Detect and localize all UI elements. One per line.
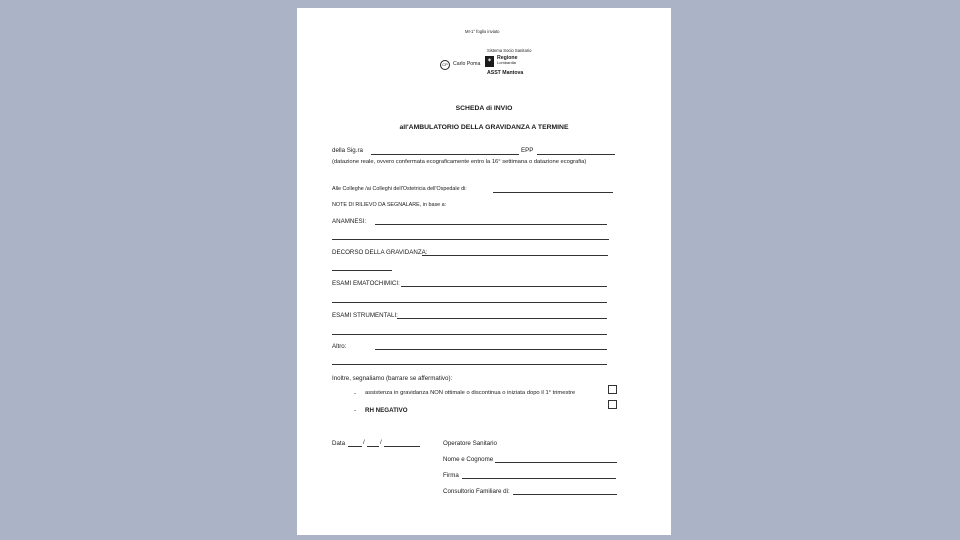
regione-lombardia-logo	[485, 56, 517, 67]
option1-text: assistenza in gravidanza NON ottimale o discontinua o iniziata dopo il 1° trimestre	[365, 390, 576, 396]
patient-name-field[interactable]	[371, 154, 519, 155]
nome-cognome-field[interactable]	[495, 462, 617, 463]
decorso-field-line1[interactable]	[422, 255, 608, 256]
altro-field-line1[interactable]	[375, 349, 607, 350]
form-title: SCHEDA di INVIO	[455, 105, 513, 112]
esami-ematochimici-label: ESAMI EMATOCHIMICI:	[332, 280, 400, 287]
dating-note: (datazione reale, ovvero confermata ecograficamente entro la 16° settimana o datazione ecografia)	[332, 159, 587, 165]
carlo-poma-logo-text: Carlo Poma	[453, 61, 481, 68]
option1-checkbox[interactable]	[608, 385, 617, 394]
form-subtitle: all'AMBULATORIO DELLA GRAVIDANZA A TERMINE	[399, 124, 569, 131]
document-page	[297, 8, 671, 535]
option2-bullet: -	[354, 407, 357, 414]
anamnesi-field-line1[interactable]	[375, 224, 607, 225]
date-month-field[interactable]	[367, 446, 379, 447]
anamnesi-label: ANAMNESI:	[332, 218, 367, 225]
decorso-label: DECORSO DELLA GRAVIDANZA:	[332, 249, 428, 256]
top-note: MI-1° foglio inviato	[465, 29, 500, 34]
epp-label: EPP	[521, 147, 534, 154]
nome-cognome-label: Nome e Cognome	[443, 456, 494, 463]
decorso-field-line2[interactable]	[332, 270, 392, 271]
system-label: Sistema Socio Sanitario	[487, 48, 532, 53]
esami-ematochimici-field-line2[interactable]	[332, 302, 607, 303]
altro-label: Altro:	[332, 343, 347, 350]
anamnesi-field-line2[interactable]	[332, 239, 609, 240]
option2-text: RH NEGATIVO	[365, 407, 408, 414]
option1-bullet: -	[354, 390, 357, 397]
consultorio-label: Consultorio Familiare di:	[443, 488, 510, 495]
esami-strumentali-field-line1[interactable]	[397, 318, 607, 319]
option2-checkbox[interactable]	[608, 400, 617, 409]
esami-strumentali-field-line2[interactable]	[332, 334, 607, 335]
operatore-label: Operatore Sanitario	[443, 440, 497, 447]
notes-heading: NOTE DI RILIEVO DA SEGNALARE, in base a:	[332, 202, 447, 208]
patient-label: della Sig.ra	[332, 147, 363, 154]
date-year-field[interactable]	[384, 446, 420, 447]
carlo-poma-logo	[440, 60, 480, 70]
regione-text: Regione	[497, 55, 518, 61]
esami-strumentali-label: ESAMI STRUMENTALI:	[332, 312, 398, 319]
hospital-field[interactable]	[493, 192, 613, 193]
date-separator-2: /	[380, 439, 382, 446]
lombardia-text: Lombardia	[497, 60, 516, 66]
firma-label: Firma	[443, 472, 459, 479]
date-day-field[interactable]	[348, 446, 362, 447]
colleagues-label: Alle Colleghe /ai Colleghi dell'Ostetricia dell'Ospedale di:	[332, 186, 467, 192]
altro-field-line2[interactable]	[332, 364, 607, 365]
esami-ematochimici-field-line1[interactable]	[401, 286, 607, 287]
epp-field[interactable]	[537, 154, 615, 155]
inoltre-label: Inoltre, segnaliamo (barrare se affermativo):	[332, 375, 453, 382]
date-separator-1: /	[363, 439, 365, 446]
regione-lombardia-icon: ✶	[485, 56, 494, 67]
asst-mantova-text: ASST Mantova	[487, 70, 524, 76]
carlo-poma-logo-mark: CP	[440, 60, 450, 70]
data-label: Data	[332, 440, 346, 447]
firma-field[interactable]	[462, 478, 616, 479]
regione-lombardia-text	[497, 56, 517, 67]
consultorio-field[interactable]	[513, 494, 617, 495]
